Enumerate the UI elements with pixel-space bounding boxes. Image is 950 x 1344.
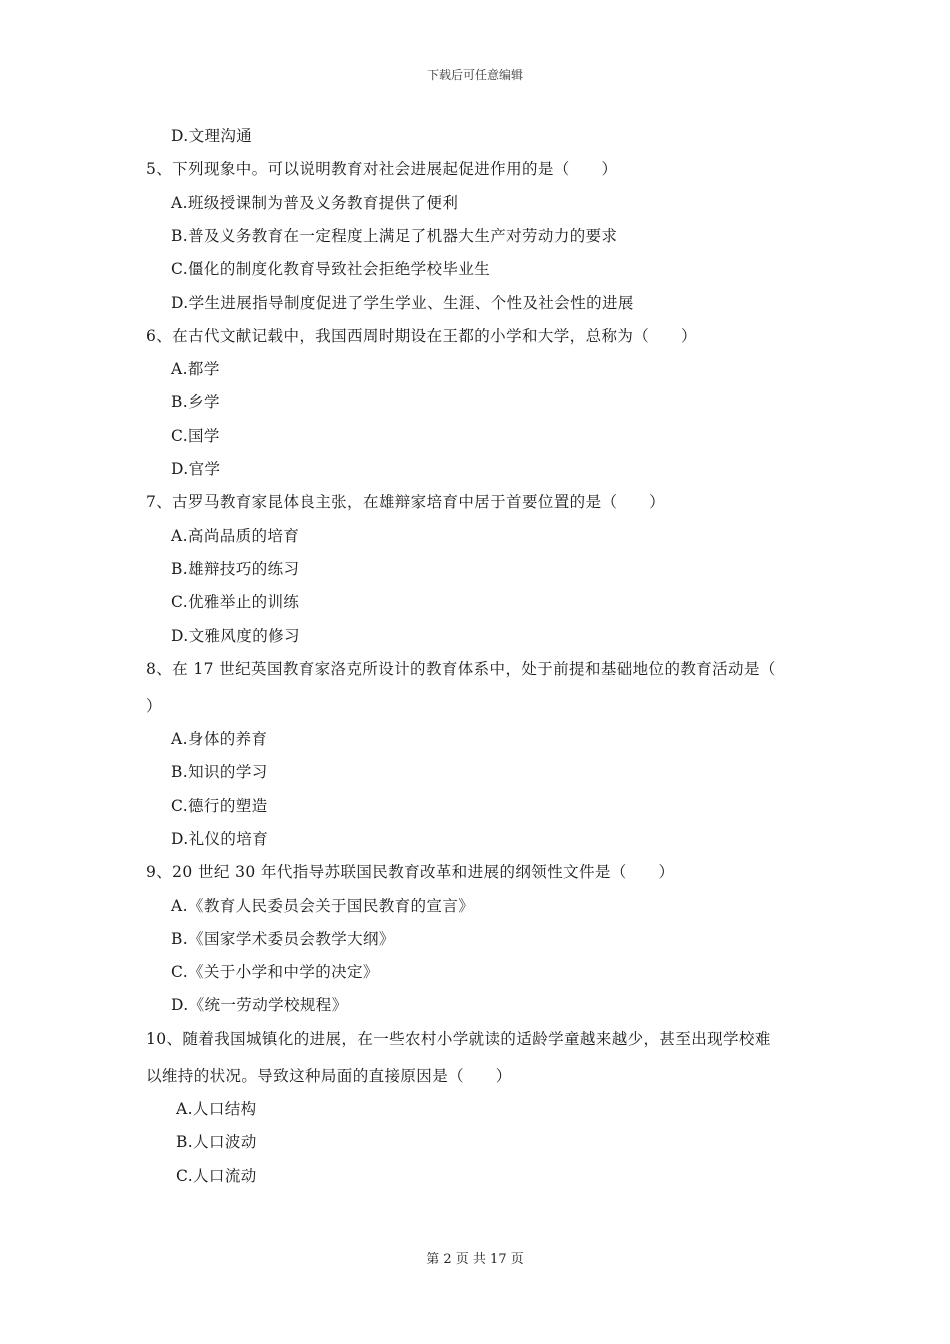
- question-5-stem: 5、下列现象中。可以说明教育对社会进展起促进作用的是（ ）: [146, 160, 618, 178]
- question-5-option-c: C.僵化的制度化教育导致社会拒绝学校毕业生: [171, 260, 491, 278]
- question-8-option-a: A.身体的养育: [171, 730, 268, 748]
- question-6-option-d: D.官学: [171, 460, 221, 478]
- question-7-option-b: B.雄辩技巧的练习: [171, 560, 300, 578]
- question-9-option-a: A.《教育人民委员会关于国民教育的宣言》: [171, 897, 475, 915]
- question-6-option-c: C.国学: [171, 427, 220, 445]
- question-9-option-c: C.《关于小学和中学的决定》: [171, 963, 379, 981]
- question-8-stem-cont: ）: [146, 697, 162, 715]
- question-8-option-b: B.知识的学习: [171, 763, 268, 781]
- question-10-stem: 10、随着我国城镇化的进展，在一些农村小学就读的适龄学童越来越少，甚至出现学校难: [146, 1030, 771, 1048]
- question-7-option-a: A.高尚品质的培育: [171, 527, 300, 545]
- question-7-stem: 7、古罗马教育家昆体良主张，在雄辩家培育中居于首要位置的是（ ）: [146, 493, 666, 511]
- question-6-option-a: A.都学: [171, 360, 220, 378]
- question-10-option-b: B.人口波动: [176, 1133, 257, 1151]
- question-5-option-a: A.班级授课制为普及义务教育提供了便利: [171, 194, 459, 212]
- question-8-option-c: C.德行的塑造: [171, 797, 268, 815]
- question-6-option-b: B.乡学: [171, 393, 220, 411]
- question-9-option-d: D.《统一劳动学校规程》: [171, 996, 348, 1014]
- question-10-option-a: A.人口结构: [176, 1100, 257, 1118]
- question-9-stem: 9、20 世纪 30 年代指导苏联国民教育改革和进展的纲领性文件是（ ）: [146, 863, 675, 881]
- question-8-option-d: D.礼仪的培育: [171, 830, 269, 848]
- question-7-option-c: C.优雅举止的训练: [171, 593, 300, 611]
- question-5-option-d: D.学生进展指导制度促进了学生学业、生涯、个性及社会性的进展: [171, 294, 634, 312]
- question-8-stem: 8、在 17 世纪英国教育家洛克所设计的教育体系中，处于前提和基础地位的教育活动是（: [146, 660, 776, 678]
- question-9-option-b: B.《国家学术委员会教学大纲》: [171, 930, 395, 948]
- question-7-option-d: D.文雅风度的修习: [171, 627, 300, 645]
- page-header: 下载后可任意编辑: [426, 68, 523, 82]
- question-5-option-b: B.普及义务教育在一定程度上满足了机器大生产对劳动力的要求: [171, 227, 618, 245]
- question-4-option-d: D.文理沟通: [171, 127, 253, 145]
- question-6-stem: 6、在古代文献记载中，我国西周时期设在王都的小学和大学，总称为（ ）: [146, 327, 697, 345]
- question-10-option-c: C.人口流动: [176, 1167, 257, 1185]
- page-footer: 第 2 页 共 17 页: [426, 1252, 524, 1267]
- question-10-stem-cont: 以维持的状况。导致这种局面的直接原因是（ ）: [146, 1067, 512, 1085]
